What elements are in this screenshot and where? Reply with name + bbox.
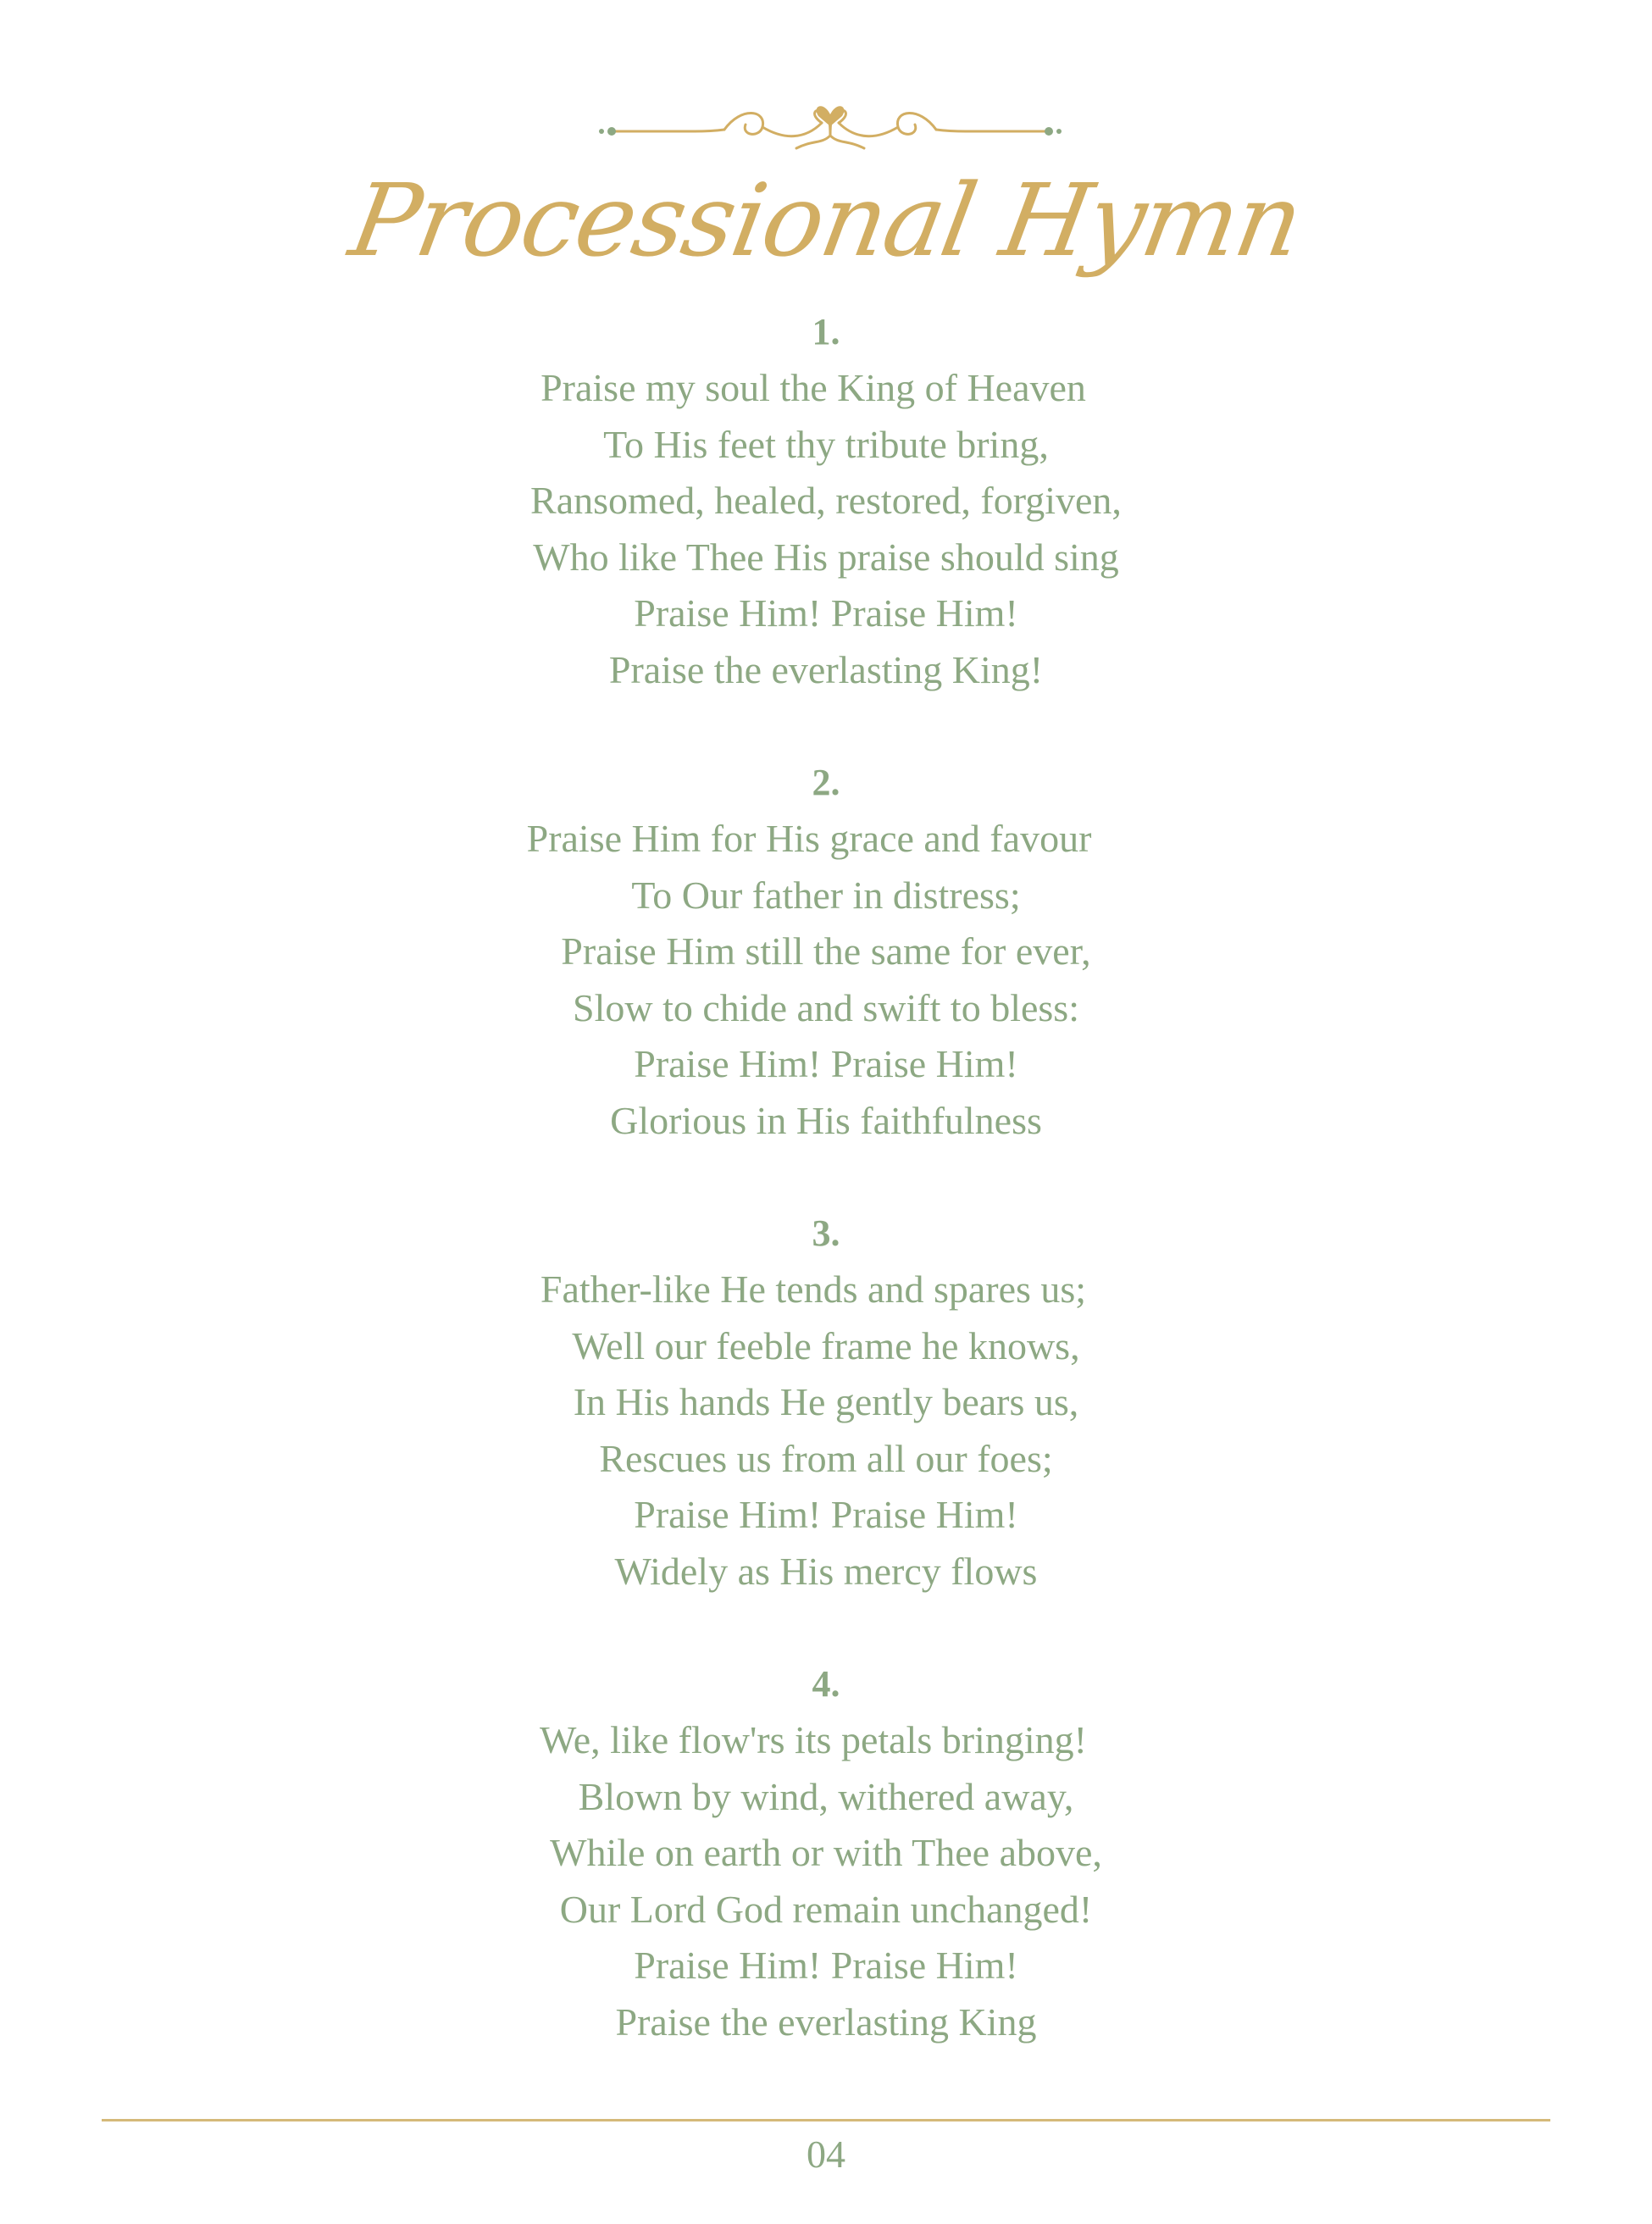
verse-line: Praise the everlasting King — [615, 1999, 1037, 2044]
verse-line: Praise the everlasting King! — [608, 647, 1044, 691]
verse-3 — [0, 1206, 1652, 1600]
verse-line: While on earth or with Thee above, — [550, 1831, 1102, 1874]
verse-line: Praise my soul the King of Heaven — [541, 366, 1086, 409]
verse-4 — [0, 1656, 1652, 2050]
verse-line: Praise Him! Praise Him! — [634, 591, 1018, 635]
verse-line: Widely as His mercy flows — [614, 1549, 1038, 1593]
verse-line: To His feet thy tribute bring, — [603, 422, 1049, 466]
verse-line: Who like Thee His praise should sing — [533, 535, 1119, 579]
verse-line: Praise Him! Praise Him! — [634, 1944, 1018, 1987]
verse-number: 4. — [812, 1663, 840, 1705]
verse-1 — [0, 304, 1652, 698]
verse-line: Ransomed, healed, restored, forgiven, — [530, 479, 1122, 522]
page-title: Processional Hymn — [341, 162, 1311, 279]
verse-number: 3. — [812, 1212, 840, 1254]
verse-line: Our Lord God remain unchanged! — [559, 1887, 1093, 1931]
verse-line: Praise Him! Praise Him! — [634, 1493, 1018, 1536]
verse-line: Praise Him still the same for ever, — [561, 929, 1091, 973]
verse-line: Well our feeble frame he knows, — [572, 1323, 1080, 1367]
verse-line: Slow to chide and swift to bless: — [573, 985, 1079, 1029]
verse-line: Glorious in His faithfulness — [610, 1098, 1042, 1142]
verse-line: Rescues us from all our foes; — [599, 1436, 1053, 1480]
ornament-scroll-icon — [593, 89, 1067, 157]
verse-number: 1. — [812, 311, 840, 352]
verse-2 — [0, 755, 1652, 1149]
verse-line: Father-like He tends and spares us; — [540, 1267, 1087, 1311]
verse-number: 2. — [812, 762, 840, 803]
verse-line: Blown by wind, withered away, — [578, 1774, 1074, 1818]
verse-line: Praise Him for His grace and favour — [526, 817, 1092, 860]
footer-divider — [102, 2119, 1550, 2121]
verse-line: We, like flow'rs its petals bringing! — [540, 1718, 1087, 1761]
verse-line: Praise Him! Praise Him! — [634, 1042, 1018, 1085]
verse-line: To Our father in distress; — [631, 873, 1021, 917]
page-number: 04 — [807, 2132, 845, 2176]
verse-line: In His hands He gently bears us, — [573, 1380, 1079, 1423]
